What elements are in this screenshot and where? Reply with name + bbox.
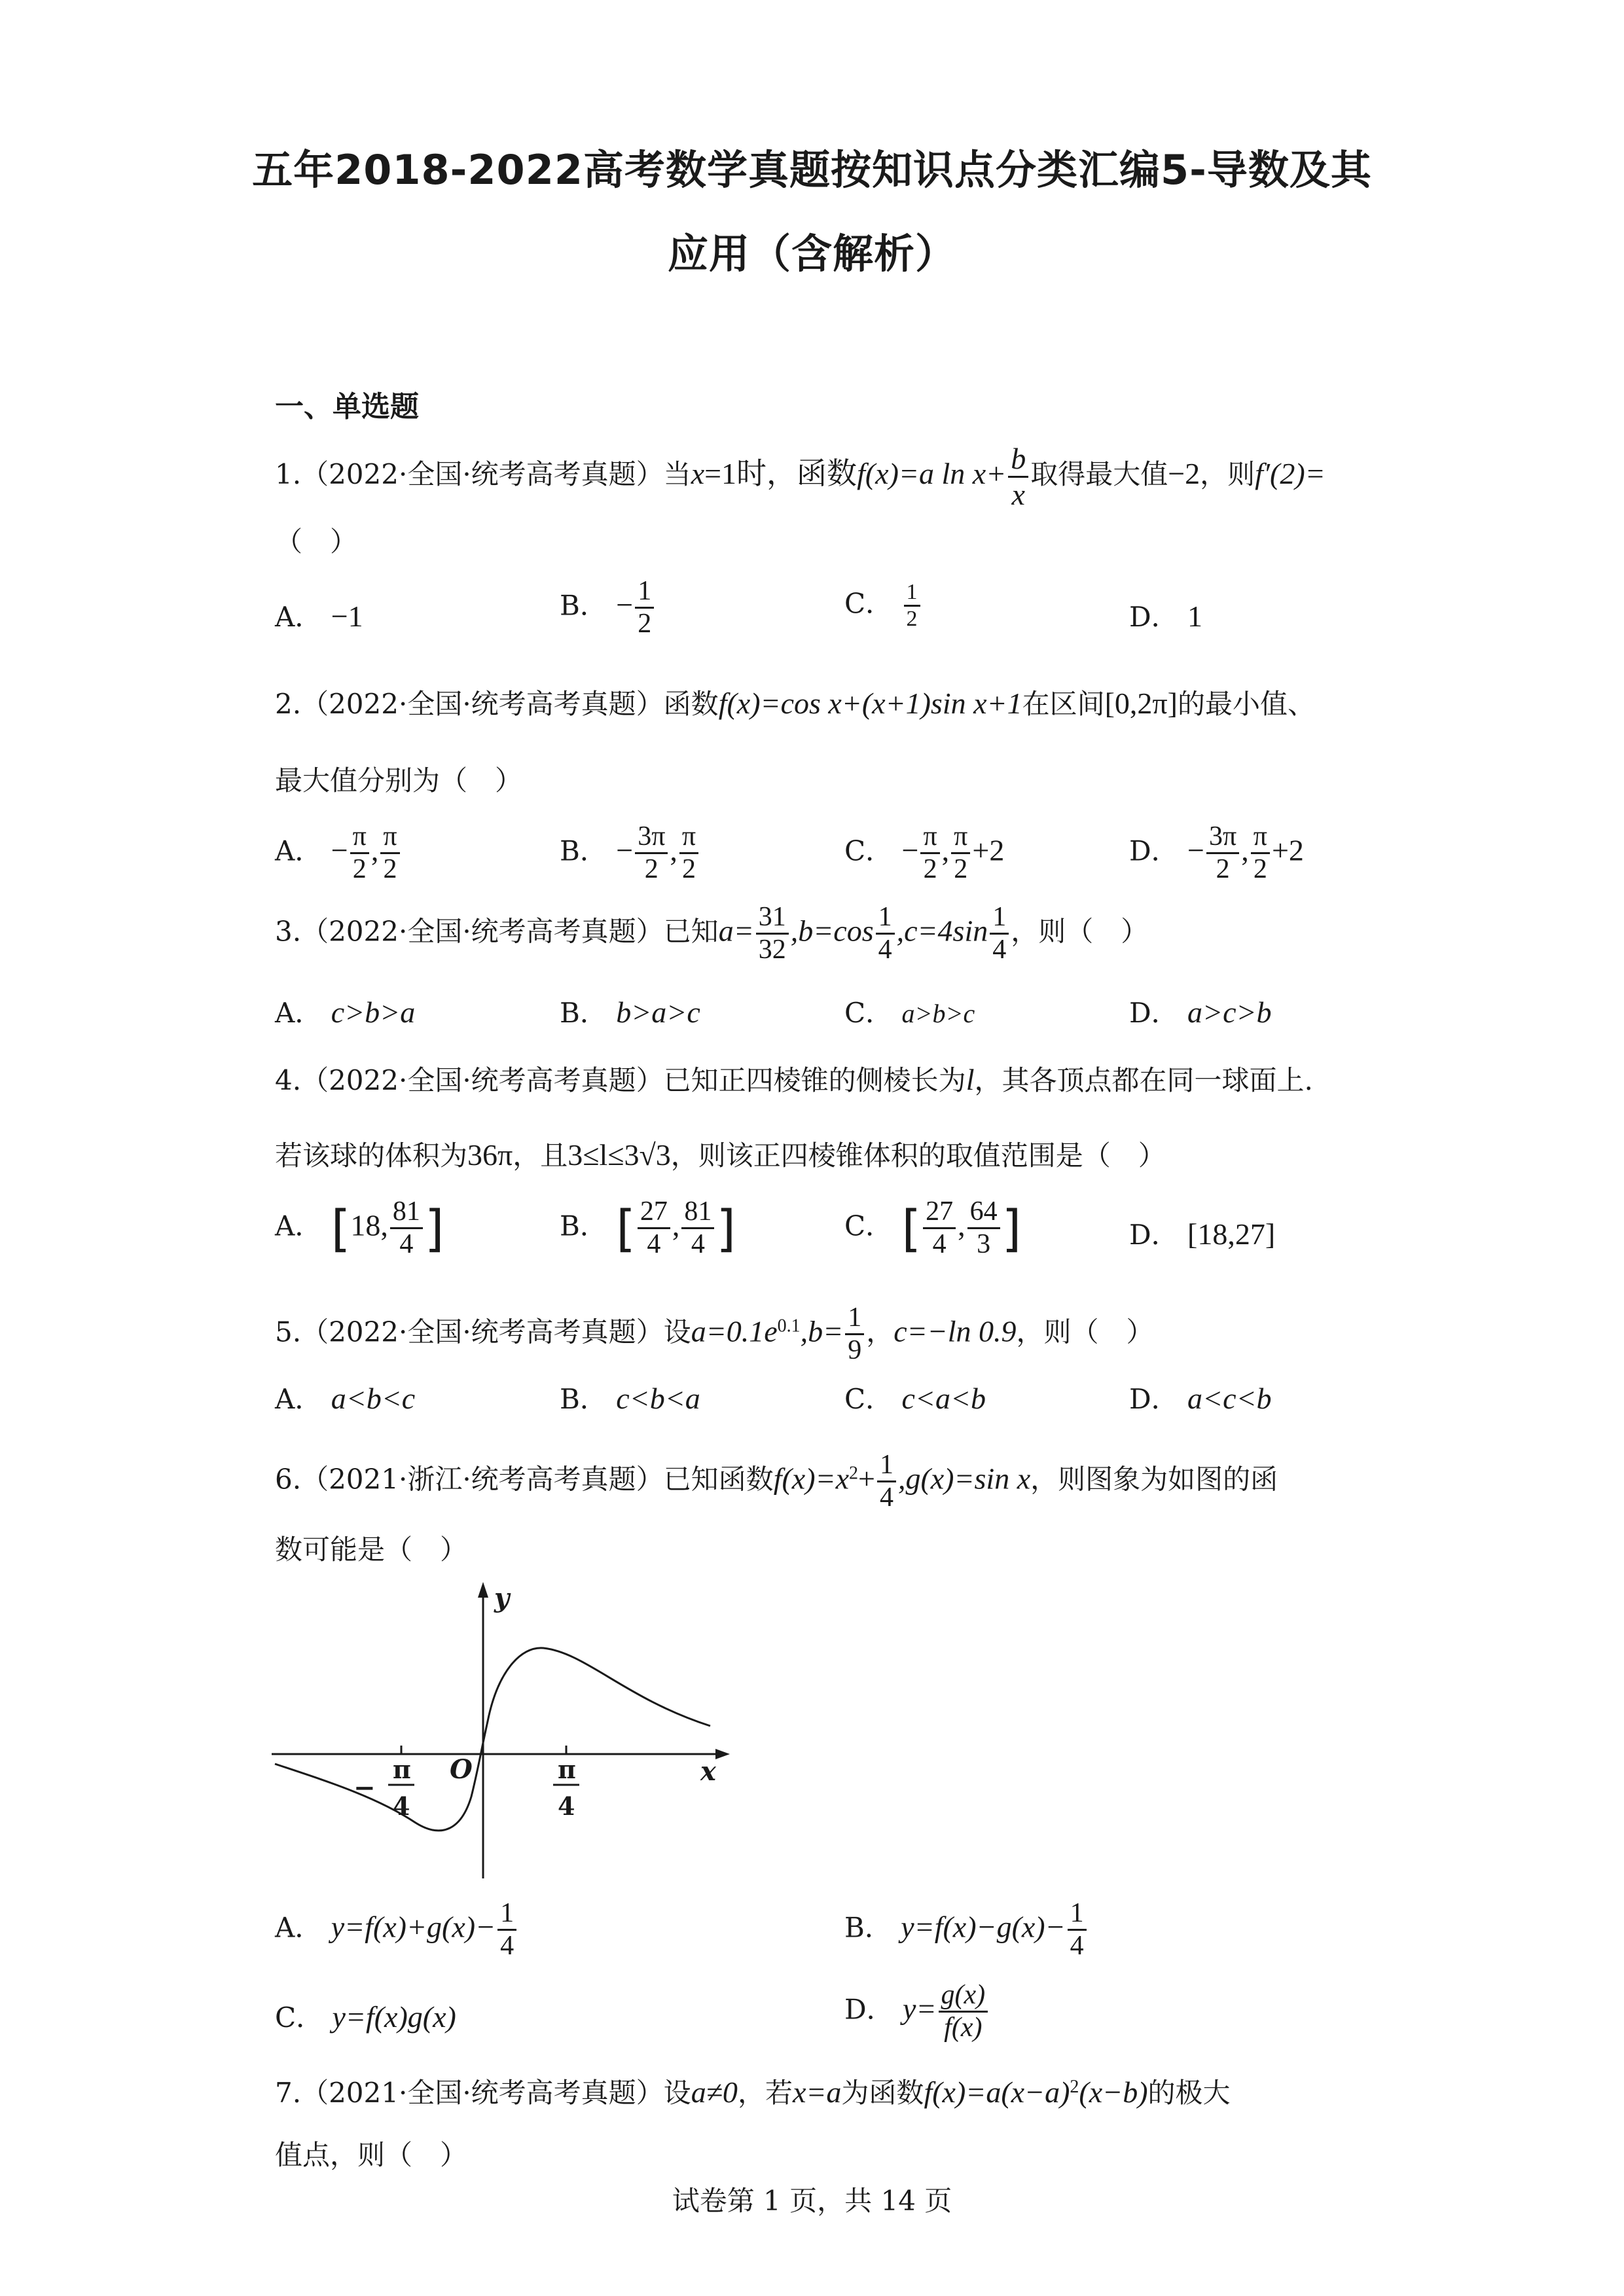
fraction-numerator: 1	[877, 1450, 896, 1482]
page-footer: 试卷第 1 页，共 14 页	[672, 2185, 952, 2217]
fraction	[756, 902, 789, 965]
question-text: 设	[663, 1316, 691, 1348]
question-1	[275, 442, 1362, 511]
question-text: 已知函数	[663, 1463, 774, 1496]
fraction-numerator: 3π	[635, 821, 668, 854]
question-number: 5.	[275, 1316, 302, 1348]
option-label: C．	[275, 2001, 324, 2034]
origin-label: O	[450, 1754, 473, 1785]
math-superscript: 2	[1070, 2077, 1079, 2097]
math-expr: ,b=	[800, 1314, 844, 1348]
option-label: B．	[560, 997, 607, 1029]
fraction-numerator: π	[679, 821, 698, 854]
question-text: ，则（ ）	[1016, 1316, 1154, 1348]
option-text: b>a>c	[616, 996, 700, 1029]
option-a[interactable]	[275, 1196, 444, 1260]
option-text: y=f(x)+g(x)−	[331, 1910, 496, 1944]
fraction-denominator: 4	[932, 1229, 947, 1260]
option-text: c<b<a	[616, 1382, 700, 1415]
minus-sign: −	[331, 833, 348, 867]
fraction	[951, 821, 970, 885]
option-label: B．	[560, 1210, 607, 1242]
option-text: y=f(x)−g(x)−	[901, 1910, 1066, 1944]
option-d[interactable]	[1129, 1213, 1275, 1253]
fraction-denominator: x	[1011, 477, 1025, 511]
option-label: C．	[844, 587, 893, 620]
option-label: C．	[844, 1383, 893, 1415]
question-source: （2022·全国·统考高考真题）	[301, 688, 664, 720]
math-superscript: 0.1	[777, 1316, 801, 1336]
function-graph	[272, 1574, 736, 1882]
math-expr: l	[965, 1063, 975, 1096]
option-label: D．	[844, 1993, 894, 2026]
math-expr: +	[857, 1462, 875, 1496]
fraction	[635, 576, 654, 639]
question-6	[275, 1450, 1362, 1513]
option-text: −1	[331, 600, 363, 633]
option-d[interactable]	[1129, 992, 1272, 1031]
question-text: ，则该正四棱锥体积的取值范围是（ ）	[670, 1139, 1166, 1172]
fraction	[681, 1196, 714, 1260]
option-d[interactable]	[844, 1980, 990, 2043]
option-text: y=f(x)g(x)	[332, 2000, 456, 2034]
fraction-numerator: g(x)	[939, 1980, 988, 2013]
math-expr: ,c=4sin	[896, 914, 988, 948]
question-5	[275, 1302, 1362, 1366]
fraction-denominator: 4	[691, 1229, 705, 1260]
fraction-denominator: f(x)	[944, 2013, 983, 2043]
option-label: A．	[275, 601, 323, 633]
fraction	[350, 821, 369, 885]
option-d[interactable]	[1129, 596, 1202, 635]
left-bracket: [	[901, 1199, 922, 1258]
option-d[interactable]	[1129, 1378, 1272, 1417]
fraction-numerator: π	[1251, 821, 1270, 854]
fraction-denominator: 2	[383, 854, 397, 885]
fraction-numerator: 81	[681, 1196, 714, 1229]
tick-label-neg-denominator: 4	[393, 1791, 410, 1821]
fraction	[939, 1980, 988, 2043]
question-text: ，则图象为如图的函	[1030, 1463, 1278, 1496]
math-superscript: 2	[848, 1463, 858, 1484]
fraction-denominator: 2	[682, 854, 696, 885]
option-label: B．	[560, 834, 607, 867]
comma: ,	[958, 1208, 965, 1242]
fraction-numerator: 1	[904, 580, 920, 607]
math-expr: c=−ln 0.9	[893, 1314, 1017, 1348]
question-7	[275, 2072, 1362, 2111]
option-label: A．	[275, 1383, 323, 1415]
option-label: C．	[844, 834, 893, 867]
question-text: 的最小值、	[1177, 688, 1315, 720]
fraction-numerator: π	[380, 821, 399, 854]
option-label: B．	[560, 589, 607, 622]
question-source: （2022·全国·统考高考真题）	[301, 458, 664, 491]
option-text: a>b>c	[901, 999, 975, 1028]
question-7-line-2: 值点，则（ ）	[275, 2139, 468, 2171]
option-label: D．	[1129, 834, 1179, 867]
option-label: C．	[844, 1210, 893, 1242]
comma: ,	[941, 833, 950, 867]
option-text: +2	[1271, 833, 1304, 867]
y-axis-label: y	[494, 1583, 510, 1613]
option-c[interactable]	[844, 1196, 1021, 1260]
option-text: a>c>b	[1187, 996, 1272, 1029]
fraction-denominator: 4	[992, 935, 1007, 965]
option-c[interactable]	[844, 1378, 986, 1417]
x-axis-arrow	[715, 1749, 730, 1759]
math-expr: f(x)=x	[773, 1462, 849, 1496]
option-text: +2	[972, 833, 1005, 867]
option-label: A．	[275, 997, 323, 1029]
question-number: 7.	[275, 2077, 302, 2109]
math-expr: (x−b)	[1079, 2075, 1148, 2109]
fraction-denominator: 4	[500, 1931, 514, 1962]
option-label: A．	[275, 1911, 323, 1944]
math-expr: ,b=cos	[790, 914, 874, 948]
document-title-line-2: 应用（含解析）	[667, 230, 956, 278]
fraction-denominator: 3	[977, 1229, 991, 1260]
option-text: −	[616, 588, 634, 622]
fraction-numerator: 64	[967, 1196, 1000, 1229]
option-label: D．	[1129, 997, 1179, 1029]
section-heading: 一、单选题	[275, 390, 419, 423]
tick-label-neg-numerator: π	[393, 1755, 411, 1784]
fraction	[380, 821, 399, 885]
option-label: D．	[1129, 601, 1179, 633]
fraction-denominator: 2	[352, 854, 367, 885]
math-expr: −2	[1168, 457, 1200, 491]
fraction-numerator: π	[951, 821, 970, 854]
question-number: 2.	[275, 688, 302, 720]
option-a[interactable]	[275, 1378, 415, 1417]
option-a[interactable]	[275, 596, 363, 635]
fraction-numerator: 3π	[1206, 821, 1239, 854]
option-label: C．	[844, 997, 893, 1029]
option-label: D．	[1129, 1219, 1179, 1251]
fraction	[904, 580, 920, 632]
fraction-numerator: b	[1008, 442, 1028, 478]
question-1-paren: （ ）	[275, 526, 358, 558]
fraction	[679, 821, 698, 885]
fraction-denominator: 2	[644, 854, 659, 885]
right-bracket: ]	[424, 1199, 444, 1258]
math-expr: x=a	[792, 2075, 842, 2109]
fraction	[920, 821, 939, 885]
fraction-denominator: 2	[906, 607, 918, 632]
math-expr: 36π	[467, 1138, 513, 1172]
question-text: 取得最大值	[1030, 458, 1168, 491]
question-text: 已知正四棱锥的侧棱长为	[663, 1064, 966, 1096]
option-label: B．	[560, 1383, 607, 1415]
option-a[interactable]	[275, 992, 415, 1031]
question-text: 当	[663, 458, 691, 491]
fraction-numerator: 31	[756, 902, 789, 935]
comma: ,	[672, 1208, 680, 1242]
fraction-numerator: 27	[923, 1196, 956, 1229]
option-text: a<c<b	[1187, 1382, 1272, 1415]
question-text: 在区间	[1022, 688, 1105, 720]
fraction-numerator: 1	[990, 902, 1009, 935]
option-c[interactable]	[844, 580, 922, 632]
math-expr: a=	[718, 914, 754, 948]
fraction	[990, 902, 1009, 965]
fraction-denominator: 2	[923, 854, 937, 885]
fraction-denominator: 4	[647, 1229, 661, 1260]
function-curve	[275, 1648, 710, 1831]
option-c[interactable]	[844, 992, 975, 1031]
tick-minus-sign: −	[353, 1772, 376, 1803]
question-source: （2021·浙江·统考高考真题）	[301, 1463, 664, 1496]
fraction-numerator: 1	[876, 902, 895, 935]
comma: ,	[670, 833, 677, 867]
math-expr: f(x)=a ln x+	[857, 457, 1007, 491]
fraction	[638, 1196, 670, 1260]
fraction-numerator: 1	[845, 1302, 864, 1335]
tick-label-numerator: π	[558, 1755, 576, 1784]
fraction-numerator: π	[920, 821, 939, 854]
option-b[interactable]	[560, 576, 656, 639]
question-text: ，	[866, 1316, 894, 1348]
fraction	[845, 1302, 864, 1366]
right-bracket: ]	[716, 1199, 736, 1258]
fraction-numerator: 1	[1068, 1898, 1087, 1931]
x-axis-label: x	[700, 1756, 716, 1787]
fraction-denominator: 2	[954, 854, 968, 885]
option-b[interactable]	[560, 821, 700, 885]
option-label: D．	[1129, 1383, 1179, 1415]
question-source: （2021·全国·统考高考真题）	[301, 2077, 664, 2109]
fraction-numerator: 27	[638, 1196, 670, 1229]
option-text: [18,27]	[1187, 1217, 1276, 1251]
fraction	[923, 1196, 956, 1260]
option-text: 1	[1187, 600, 1203, 633]
option-text: 18,	[350, 1208, 388, 1242]
option-d[interactable]	[1129, 821, 1304, 885]
fraction-denominator: 9	[848, 1335, 862, 1366]
document-title-line-1: 五年2018-2022高考数学真题按知识点分类汇编5-导数及其	[252, 146, 1372, 194]
math-expr: f′(2)=	[1255, 457, 1326, 491]
question-text: ，则	[1200, 458, 1255, 491]
option-a[interactable]	[275, 1898, 518, 1962]
fraction-denominator: 4	[878, 935, 892, 965]
option-text: a<b<c	[331, 1382, 416, 1415]
right-bracket: ]	[1001, 1199, 1022, 1258]
minus-sign: −	[616, 833, 634, 867]
question-number: 1.	[275, 458, 302, 491]
comma: ,	[370, 833, 379, 867]
option-b[interactable]	[844, 1898, 1089, 1962]
question-2	[275, 683, 1362, 722]
option-b[interactable]	[560, 992, 700, 1031]
question-number: 3.	[275, 915, 302, 948]
question-number: 4.	[275, 1064, 302, 1096]
question-text: 若该球的体积为	[275, 1139, 468, 1172]
fraction	[497, 1898, 516, 1962]
fraction	[877, 1450, 896, 1513]
fraction-denominator: 4	[1070, 1931, 1084, 1962]
question-text: 的极大	[1147, 2077, 1231, 2109]
question-number: 6.	[275, 1463, 302, 1496]
question-text: ，其各顶点都在同一球面上.	[974, 1064, 1313, 1096]
question-source: （2022·全国·统考高考真题）	[301, 915, 664, 948]
math-expr: a=0.1e	[691, 1314, 778, 1348]
math-expr: 3≤l≤3√3	[568, 1138, 671, 1172]
question-text: =1时，函数	[704, 457, 857, 491]
option-text: c<a<b	[901, 1382, 986, 1415]
option-text: y=	[903, 1992, 937, 2026]
question-source: （2022·全国·统考高考真题）	[301, 1316, 664, 1348]
option-label: B．	[844, 1911, 892, 1944]
left-bracket: [	[331, 1199, 351, 1258]
question-text: ，且	[513, 1139, 568, 1172]
question-text: 已知	[663, 915, 719, 948]
fraction-numerator: π	[350, 821, 369, 854]
option-a[interactable]	[275, 821, 402, 885]
option-label: A．	[275, 1210, 323, 1242]
fraction-numerator: 81	[390, 1196, 423, 1229]
minus-sign: −	[1187, 833, 1204, 867]
fraction-denominator: 4	[879, 1482, 893, 1513]
question-4	[275, 1059, 1362, 1098]
left-bracket: [	[616, 1199, 636, 1258]
minus-sign: −	[901, 833, 919, 867]
question-3	[275, 902, 1362, 965]
fraction-denominator: 2	[1253, 854, 1267, 885]
fraction-denominator: 32	[758, 935, 786, 965]
fraction	[876, 902, 895, 965]
math-expr: a≠0	[691, 2075, 738, 2109]
math-expr: f(x)=cos x+(x+1)sin x+1	[718, 687, 1022, 720]
question-text: 为函数	[841, 2077, 924, 2109]
question-4-line-2	[275, 1134, 1362, 1174]
option-c[interactable]	[275, 1996, 456, 2036]
fraction	[967, 1196, 1000, 1260]
option-text: c>b>a	[331, 996, 416, 1029]
fraction-denominator: 4	[399, 1229, 414, 1260]
fraction-numerator: 1	[635, 576, 654, 609]
question-text: ，则（ ）	[1011, 915, 1149, 948]
tick-label-denominator: 4	[558, 1791, 575, 1821]
math-expr: x	[691, 457, 705, 491]
option-b[interactable]	[560, 1196, 736, 1260]
fraction	[390, 1196, 423, 1260]
option-c[interactable]	[844, 821, 1004, 885]
math-expr: [0,2π]	[1104, 687, 1178, 720]
fraction-denominator: 2	[1216, 854, 1230, 885]
fraction	[1008, 442, 1028, 511]
fraction	[635, 821, 668, 885]
question-2-line-2: 最大值分别为（ ）	[275, 764, 523, 797]
fraction-denominator: 2	[638, 609, 652, 639]
fraction	[1206, 821, 1239, 885]
comma: ,	[1241, 833, 1249, 867]
question-text: 函数	[663, 688, 719, 720]
option-label: A．	[275, 834, 323, 867]
fraction	[1068, 1898, 1087, 1962]
question-6-line-2: 数可能是（ ）	[275, 1534, 468, 1566]
question-text: ，若	[737, 2077, 793, 2109]
math-expr: ,g(x)=sin x	[897, 1462, 1031, 1496]
y-axis-arrow	[478, 1582, 488, 1598]
fraction	[1251, 821, 1270, 885]
fraction-numerator: 1	[497, 1898, 516, 1931]
math-expr: f(x)=a(x−a)	[924, 2075, 1070, 2109]
question-source: （2022·全国·统考高考真题）	[301, 1064, 664, 1096]
option-b[interactable]	[560, 1378, 700, 1417]
question-text: 设	[663, 2077, 691, 2109]
